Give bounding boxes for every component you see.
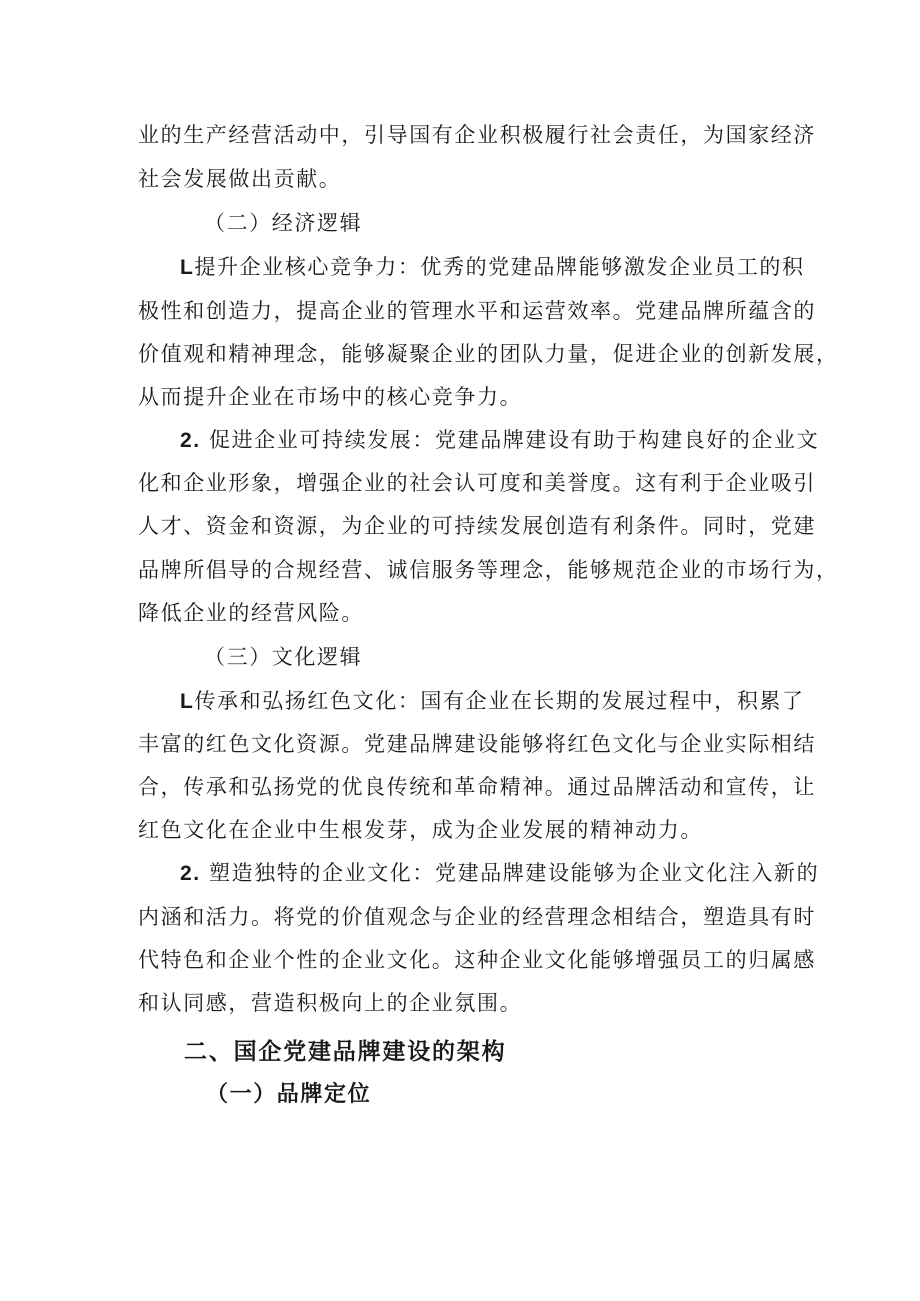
section-heading-economic: （二）经济逻辑: [204, 211, 363, 235]
paragraph-text: 促进企业可持续发展：党建品牌建设有助于构建良好的企业文: [209, 428, 820, 452]
intro-line-1: 业的生产经营活动中，引导国有企业积极履行社会责任，为国家经济: [138, 123, 816, 147]
paragraph-text: 提升企业核心竞争力：优秀的党建品牌能够激发企业员工的积: [194, 255, 805, 279]
list-marker: 2.: [180, 429, 201, 452]
economic-item1-line-1: [180, 253, 840, 282]
economic-item2-line-2: 化和企业形象，增强企业的社会认可度和美誉度。这有利于企业吸引: [138, 471, 816, 495]
section-2-heading: 二、国企党建品牌建设的架构: [184, 1038, 507, 1065]
brand-positioning-heading: （一）品牌定位: [206, 1081, 372, 1107]
paragraph-text: 塑造独特的企业文化：党建品牌建设能够为企业文化注入新的: [209, 861, 820, 885]
cultural-item1-line-3: 合，传承和弘扬党的优良传统和革命精神。通过品牌活动和宣传，让: [138, 775, 816, 799]
cultural-item2-line-3: 代特色和企业个性的企业文化。这种企业文化能够增强员工的归属感: [138, 948, 816, 972]
economic-item1-line-2: 极性和创造力，提高企业的管理水平和运营效率。党建品牌所蕴含的: [138, 299, 816, 323]
cultural-item2-line-2: 内涵和活力。将党的价值观念与企业的经营理念相结合，塑造具有时: [138, 905, 816, 929]
section-heading-cultural: （三）文化逻辑: [204, 645, 363, 669]
cultural-item1-line-2: 丰富的红色文化资源。党建品牌建设能够将红色文化与企业实际相结: [138, 732, 816, 756]
economic-item2-line-3: 人才、资金和资源，为企业的可持续发展创造有利条件。同时，党建: [138, 514, 816, 538]
list-marker: L: [180, 256, 195, 279]
economic-item2-line-1: [180, 426, 840, 455]
list-marker: L: [180, 690, 195, 713]
economic-item1-line-3: 价值观和精神理念，能够凝聚企业的团队力量，促进企业的创新发展，: [138, 342, 839, 366]
cultural-item2-line-4: 和认同感，营造积极向上的企业氛围。: [138, 991, 523, 1015]
cultural-item2-line-1: [180, 859, 840, 888]
cultural-item1-line-4: 红色文化在企业中生根发芽，成为企业发展的精神动力。: [138, 818, 703, 842]
intro-line-2: 社会发展做出贡献。: [138, 167, 342, 191]
cultural-item1-line-1: [180, 687, 840, 716]
economic-item2-line-4: 品牌所倡导的合规经营、诚信服务等理念，能够规范企业的市场行为，: [138, 558, 839, 582]
paragraph-text: 传承和弘扬红色文化：国有企业在长期的发展过程中，积累了: [194, 689, 805, 713]
economic-item1-line-4: 从而提升企业在市场中的核心竞争力。: [138, 385, 523, 409]
list-marker: 2.: [180, 862, 201, 885]
economic-item2-line-5: 降低企业的经营风险。: [138, 601, 364, 625]
